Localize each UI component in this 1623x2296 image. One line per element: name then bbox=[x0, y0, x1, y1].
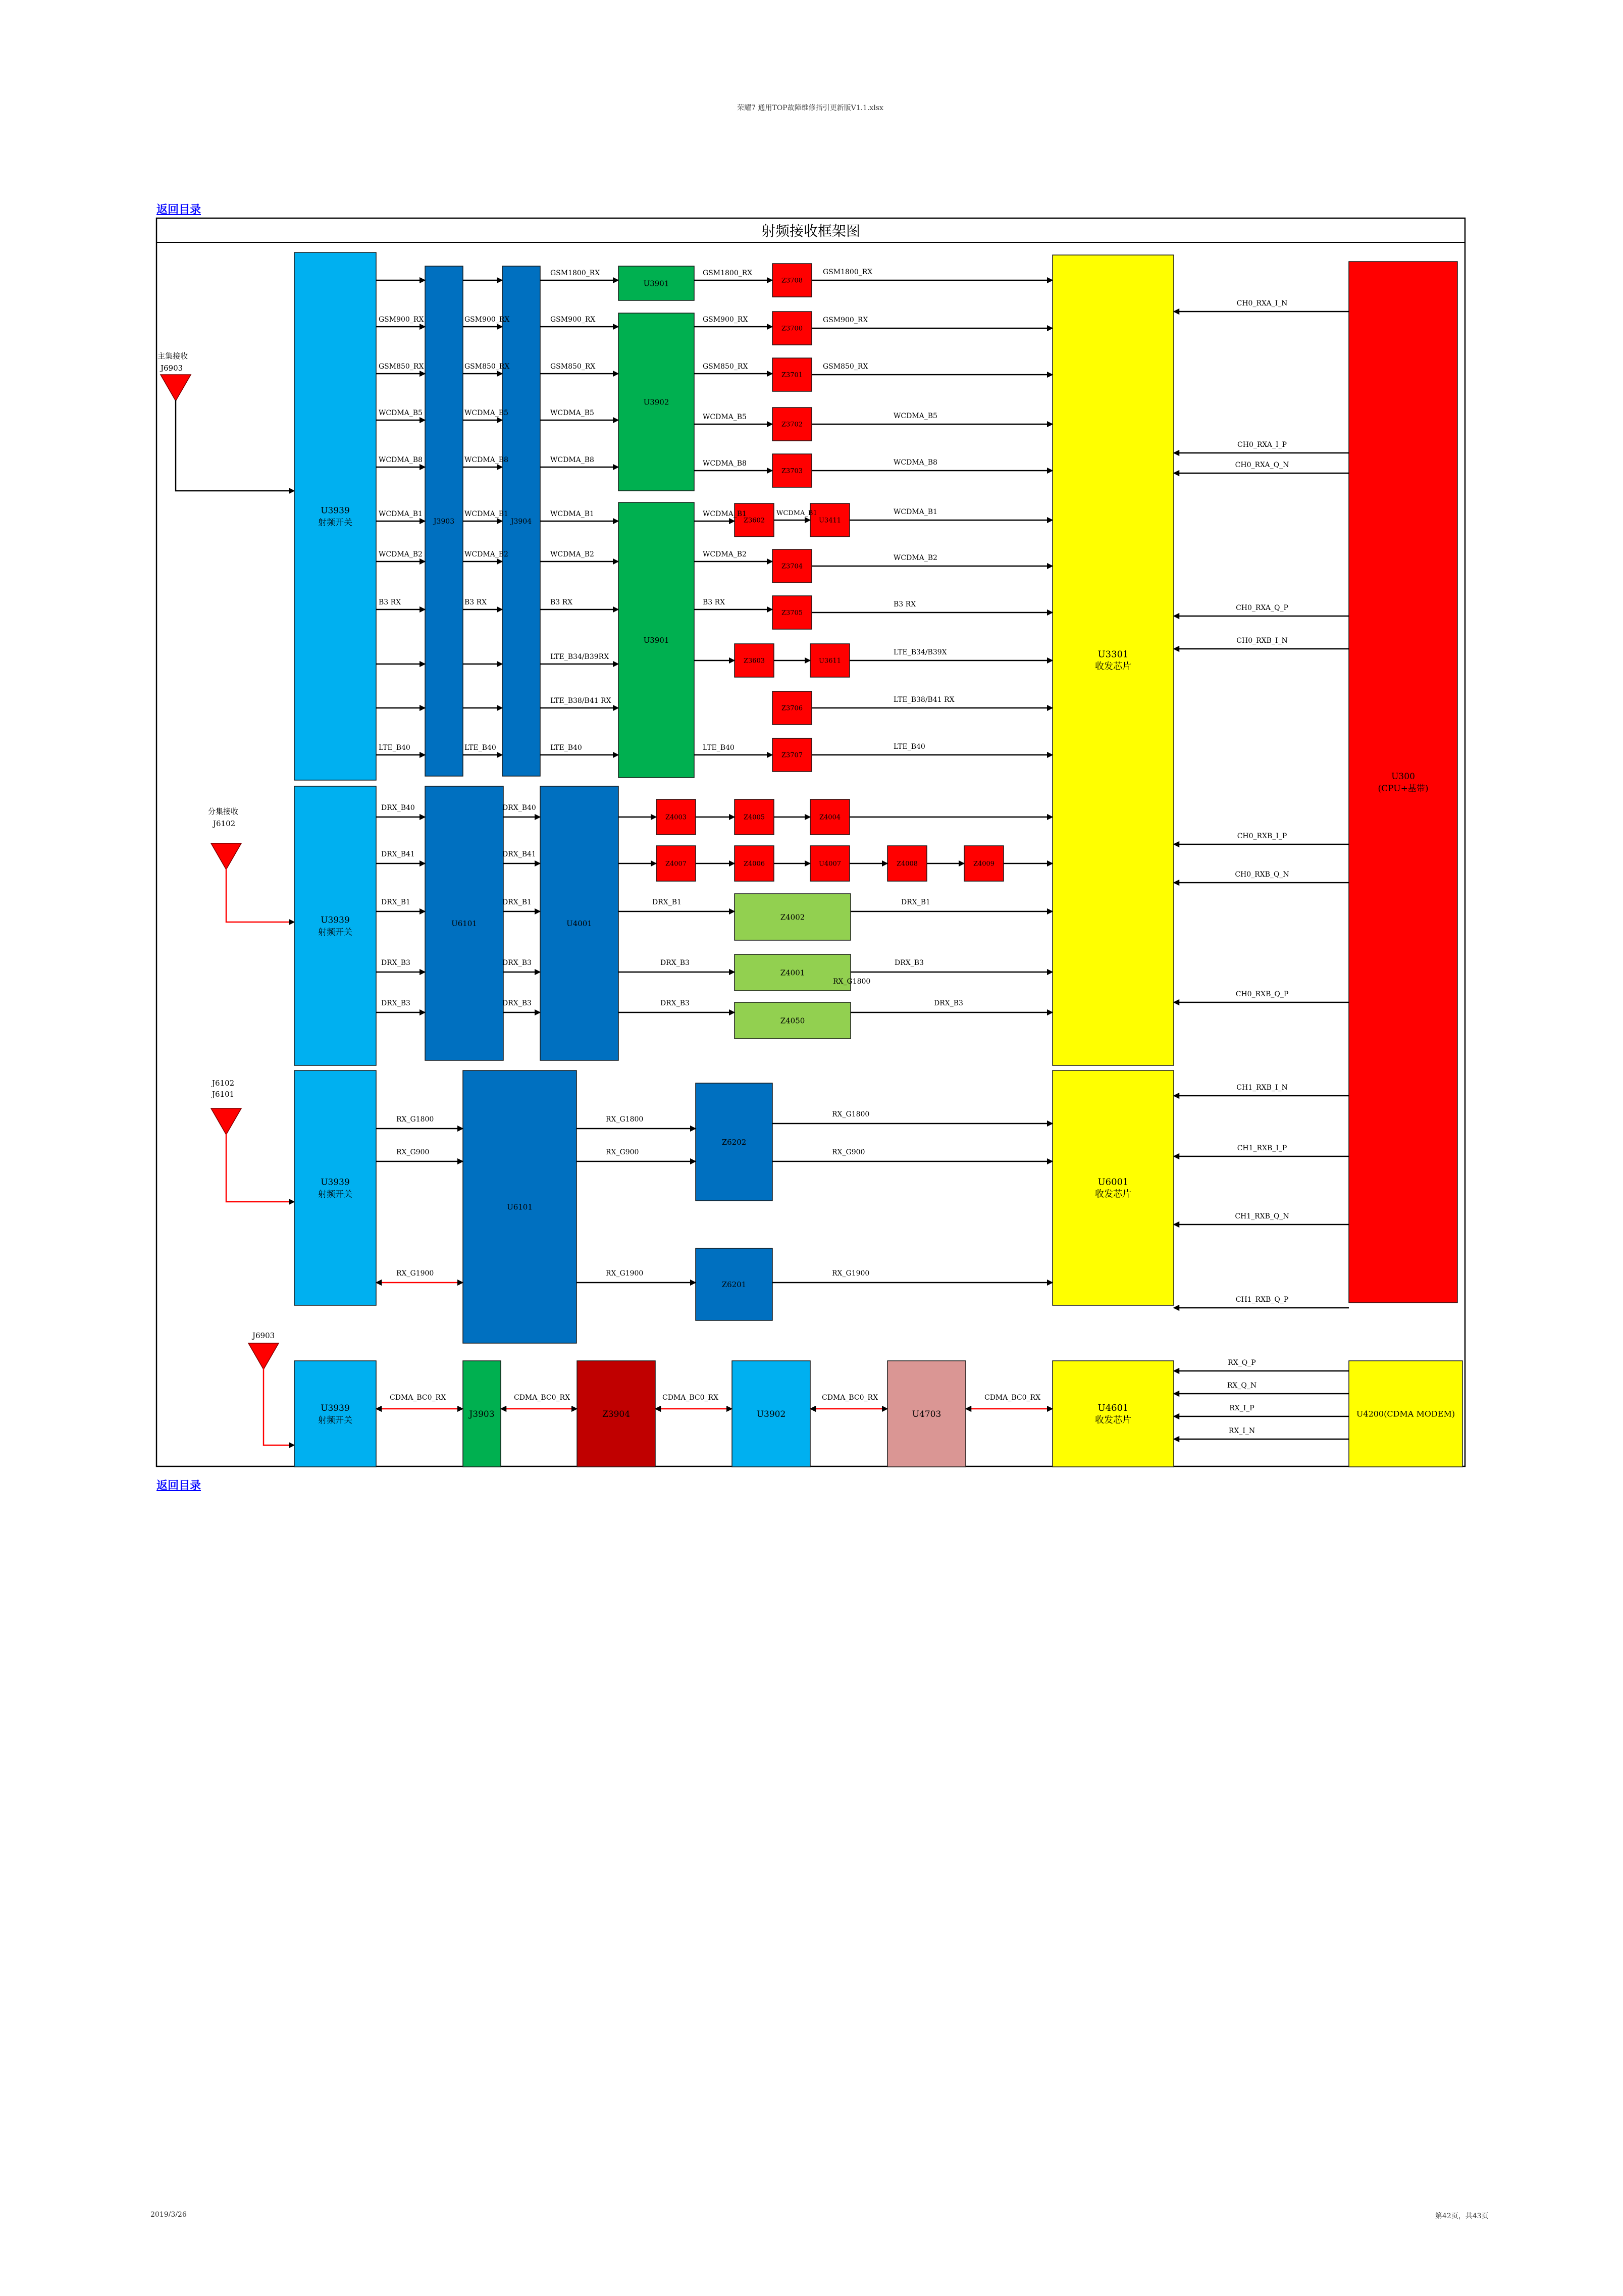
cdma-iq-label-1: RX_Q_N bbox=[1227, 1382, 1257, 1390]
j3903-main-switch-label: J3903 bbox=[433, 517, 455, 526]
cdma-chain-label-0: CDMA_BC0_RX bbox=[390, 1394, 446, 1402]
u3902-label: U3902 bbox=[643, 397, 669, 407]
u6101-label-3: DRX_B3 bbox=[502, 959, 532, 967]
main-final-label-4: WCDMA_B8 bbox=[894, 458, 937, 467]
u39-out-label-7: B3 RX bbox=[703, 598, 725, 606]
ch1-label-0: CH1_RXB_I_N bbox=[1236, 1084, 1288, 1092]
main-final-label-6: WCDMA_B2 bbox=[894, 554, 937, 562]
main-sw-label-6: B3 RX bbox=[379, 598, 401, 606]
filter-z4002-label: Z4002 bbox=[780, 912, 805, 922]
main-sw-label-0: GSM900_RX bbox=[379, 316, 424, 324]
u3939-main-switch-label: U3939 bbox=[321, 505, 350, 516]
div-filter-row1-2-label: Z4004 bbox=[819, 813, 841, 822]
u6101-label-1: DRX_B41 bbox=[502, 850, 536, 858]
j3903-label-3: WCDMA_B8 bbox=[464, 456, 508, 464]
page-header: 荣耀7 通用TOP故障维修指引更新版V1.1.xlsx bbox=[737, 104, 883, 112]
j3904-label-10: LTE_B40 bbox=[550, 744, 582, 752]
u3939-diversity-switch bbox=[294, 786, 376, 1065]
main-filter-3-label: Z3702 bbox=[781, 421, 803, 429]
div-final-label-2: DRX_B3 bbox=[934, 999, 963, 1007]
ch0-label-0: CH0_RXA_I_N bbox=[1236, 299, 1288, 308]
ch0-label-4: CH0_RXB_I_N bbox=[1236, 637, 1288, 645]
u4200-cdma-modem-label: U4200(CDMA MODEM) bbox=[1356, 1409, 1455, 1419]
ch0-label-1: CH0_RXA_I_P bbox=[1237, 441, 1287, 449]
j3904-label-7: B3 RX bbox=[550, 598, 573, 606]
main-filter-0-label: Z3708 bbox=[781, 277, 803, 285]
main-final-label-3: WCDMA_B5 bbox=[894, 412, 937, 420]
u3901-main-label: U3901 bbox=[643, 635, 669, 645]
ch0-label-2: CH0_RXA_Q_N bbox=[1235, 461, 1289, 469]
main-antenna-icon bbox=[161, 375, 191, 401]
j3903-label-4: WCDMA_B1 bbox=[464, 510, 508, 518]
div-filter-row2-3-label: Z4008 bbox=[896, 860, 918, 868]
j3904-label-5: WCDMA_B1 bbox=[550, 510, 594, 518]
div-sw-label-0: DRX_B40 bbox=[381, 804, 415, 812]
ch0-label-7: CH0_RXB_Q_P bbox=[1235, 990, 1289, 998]
j3904-label-8: LTE_B34/B39RX bbox=[550, 653, 609, 661]
main-final-label-5: WCDMA_B1 bbox=[894, 508, 937, 516]
j3904-label-6: WCDMA_B2 bbox=[550, 550, 594, 558]
cdma-antenna-feed bbox=[264, 1368, 294, 1445]
cdma-chain-label-4: CDMA_BC0_RX bbox=[984, 1394, 1041, 1402]
third-sw-label-1: RX_G900 bbox=[396, 1148, 430, 1156]
third-antenna-feed bbox=[226, 1134, 294, 1202]
u6101-label-2: DRX_B1 bbox=[502, 898, 532, 906]
third-final-label-1: RX_G900 bbox=[832, 1148, 865, 1156]
third-antenna-ref1: J6102 bbox=[212, 1079, 235, 1088]
main-final-label-8: LTE_B34/B39X bbox=[894, 648, 947, 656]
u6101-diversity-label: U6101 bbox=[451, 919, 477, 928]
main-sw-label-7: LTE_B40 bbox=[379, 744, 410, 752]
u300-cpu-baseband-sublabel: (CPU+基带) bbox=[1378, 784, 1429, 794]
u39-out-label-0: GSM1800_RX bbox=[703, 269, 753, 277]
div-sw-label-4: DRX_B3 bbox=[381, 999, 410, 1007]
main-sw-label-1: GSM850_RX bbox=[379, 363, 424, 371]
u39-out-label-4: WCDMA_B8 bbox=[703, 460, 747, 468]
div-filter-row2-2-label: U4007 bbox=[818, 860, 842, 868]
ch1-label-1: CH1_RXB_I_P bbox=[1237, 1144, 1287, 1152]
third-antenna-icon bbox=[211, 1108, 241, 1135]
u3939-third-switch-sublabel: 射频开关 bbox=[318, 1189, 352, 1200]
diagram-title: 射频接收框架图 bbox=[761, 223, 861, 239]
filter-z4001-label: Z4001 bbox=[780, 968, 805, 978]
filter-z3904-label: Z3904 bbox=[602, 1409, 631, 1419]
diversity-antenna-ref: J6102 bbox=[213, 819, 236, 828]
j3903-label-5: WCDMA_B2 bbox=[464, 550, 508, 558]
diagram-layer bbox=[156, 218, 1465, 1467]
div-sw-label-2: DRX_B1 bbox=[381, 898, 410, 906]
back-to-contents-link-bottom[interactable]: 返回目录 bbox=[156, 1479, 201, 1492]
j3903-label-2: WCDMA_B5 bbox=[464, 409, 508, 417]
ch1-label-3: CH1_RXB_Q_P bbox=[1235, 1296, 1289, 1304]
u39-out-label-8: LTE_B40 bbox=[703, 744, 735, 752]
main-filter-4-label: Z3703 bbox=[781, 467, 803, 475]
u300-cpu-baseband bbox=[1349, 262, 1457, 1303]
u3901-top-label: U3901 bbox=[643, 279, 669, 288]
u3939-third-switch-label: U3939 bbox=[321, 1177, 350, 1188]
diversity-antenna-icon bbox=[211, 843, 241, 870]
cdma-iq-label-3: RX_I_N bbox=[1228, 1427, 1255, 1435]
u3939-third-switch bbox=[294, 1070, 376, 1305]
u6001-transceiver-sublabel: 收发芯片 bbox=[1095, 1189, 1131, 1200]
main-filter-5-label: Z3704 bbox=[781, 563, 803, 571]
filter-z3603-label: Z3603 bbox=[743, 657, 765, 665]
j3904-switch-label: J3904 bbox=[510, 517, 532, 526]
j3903-cdma-label: J3903 bbox=[469, 1409, 495, 1419]
u3939-diversity-switch-label: U3939 bbox=[321, 915, 350, 926]
main-final-label-7: B3 RX bbox=[894, 600, 916, 608]
u6101-gsm-label-2: RX_G1900 bbox=[606, 1269, 644, 1278]
cdma-chain-label-1: CDMA_BC0_RX bbox=[514, 1394, 570, 1402]
rx-g1800-mid-label: RX_G1800 bbox=[833, 978, 871, 986]
third-sw-label-2: RX_G1900 bbox=[396, 1269, 434, 1278]
div-filter-row2-4-label: Z4009 bbox=[973, 860, 995, 868]
u4001-out-label-1: DRX_B3 bbox=[660, 959, 690, 967]
u4001-out-label-2: DRX_B3 bbox=[660, 999, 690, 1007]
j3903-label-1: GSM850_RX bbox=[464, 363, 510, 371]
u39-out-label-2: GSM850_RX bbox=[703, 363, 748, 371]
u3939-main-switch bbox=[294, 252, 376, 780]
u39-out-label-5: WCDMA_B1 bbox=[703, 510, 747, 518]
u3939-diversity-switch-sublabel: 射频开关 bbox=[318, 927, 352, 938]
u39-out-label-6: WCDMA_B2 bbox=[703, 550, 747, 558]
u4601-transceiver-label: U4601 bbox=[1097, 1403, 1129, 1413]
u3939-cdma-switch-sublabel: 射频开关 bbox=[318, 1415, 352, 1425]
j3904-label-4: WCDMA_B8 bbox=[550, 456, 594, 464]
main-final-label-0: GSM1800_RX bbox=[823, 268, 873, 276]
div-sw-label-3: DRX_B3 bbox=[381, 959, 410, 967]
j3904-label-0: GSM1800_RX bbox=[550, 269, 600, 277]
u4001-diversity-label: U4001 bbox=[566, 919, 592, 928]
ch1-label-2: CH1_RXB_Q_N bbox=[1235, 1212, 1289, 1220]
filter-u3411-label: U3411 bbox=[818, 517, 842, 525]
page-date: 2019/3/26 bbox=[150, 2211, 187, 2219]
u6101-label-4: DRX_B3 bbox=[502, 999, 532, 1007]
u6101-gsm-label-1: RX_G900 bbox=[606, 1148, 639, 1156]
j3903-label-0: GSM900_RX bbox=[464, 316, 510, 324]
main-sw-label-5: WCDMA_B2 bbox=[379, 550, 423, 558]
main-final-label-2: GSM850_RX bbox=[823, 363, 868, 371]
u3939-cdma-switch bbox=[294, 1361, 376, 1467]
div-filter-row1-1-label: Z4005 bbox=[743, 813, 765, 822]
filter-z6201-label: Z6201 bbox=[721, 1280, 747, 1289]
main-filter-8-label: Z3707 bbox=[781, 751, 803, 759]
cdma-antenna-ref: J6903 bbox=[252, 1331, 275, 1340]
u3301-transceiver-sublabel: 收发芯片 bbox=[1095, 661, 1131, 672]
u3301-transceiver-label: U3301 bbox=[1097, 649, 1129, 660]
main-antenna-title: 主集接收 bbox=[158, 351, 188, 361]
main-final-label-10: LTE_B40 bbox=[894, 743, 925, 751]
cdma-chain-label-2: CDMA_BC0_RX bbox=[662, 1394, 719, 1402]
main-sw-label-2: WCDMA_B5 bbox=[379, 409, 423, 417]
div-filter-row2-0-label: Z4007 bbox=[665, 860, 687, 868]
wcdma-b1-mid-label: WCDMA_B1 bbox=[776, 509, 817, 517]
main-filter-6-label: Z3705 bbox=[781, 609, 803, 617]
filter-z4050-label: Z4050 bbox=[780, 1016, 805, 1026]
u4001-out-label-0: DRX_B1 bbox=[652, 898, 682, 906]
back-to-contents-link[interactable]: 返回目录 bbox=[156, 203, 201, 216]
u300-cpu-baseband-label: U300 bbox=[1391, 772, 1415, 782]
filter-z6202-label: Z6202 bbox=[721, 1137, 747, 1147]
u4703-cdma-label: U4703 bbox=[912, 1409, 941, 1419]
diversity-antenna-feed bbox=[226, 869, 294, 922]
page-number: 第42页，共43页 bbox=[1435, 2212, 1489, 2220]
u3902-cdma-label: U3902 bbox=[756, 1409, 786, 1419]
j3903-label-7: LTE_B40 bbox=[464, 744, 496, 752]
j3904-label-1: GSM900_RX bbox=[550, 316, 596, 324]
third-final-label-2: RX_G1900 bbox=[832, 1269, 870, 1278]
main-filter-1-label: Z3700 bbox=[781, 325, 803, 333]
main-filter-2-label: Z3701 bbox=[781, 371, 803, 379]
cdma-antenna-icon bbox=[248, 1343, 279, 1369]
cdma-iq-label-0: RX_Q_P bbox=[1228, 1359, 1256, 1367]
j3903-label-6: B3 RX bbox=[464, 598, 487, 606]
cdma-iq-label-2: RX_I_P bbox=[1229, 1404, 1254, 1412]
main-final-label-9: LTE_B38/B41 RX bbox=[894, 696, 955, 704]
filter-u3611-label: U3611 bbox=[818, 657, 842, 665]
j3904-label-2: GSM850_RX bbox=[550, 363, 596, 371]
div-final-label-0: DRX_B1 bbox=[901, 898, 930, 906]
u39-out-label-3: WCDMA_B5 bbox=[703, 413, 747, 421]
u6101-gsm-label: U6101 bbox=[507, 1202, 533, 1212]
div-final-label-1: DRX_B3 bbox=[895, 959, 924, 967]
ch0-label-6: CH0_RXB_Q_N bbox=[1235, 871, 1289, 879]
u3939-main-switch-sublabel: 射频开关 bbox=[318, 518, 352, 528]
third-final-label-0: RX_G1800 bbox=[832, 1110, 870, 1118]
diversity-antenna-title: 分集接收 bbox=[208, 807, 239, 816]
div-sw-label-1: DRX_B41 bbox=[381, 850, 415, 858]
u4601-transceiver bbox=[1053, 1361, 1174, 1467]
u6101-gsm-label-0: RX_G1800 bbox=[606, 1115, 644, 1124]
u3939-cdma-switch-label: U3939 bbox=[321, 1403, 350, 1413]
div-filter-row1-0-label: Z4003 bbox=[665, 813, 687, 822]
main-sw-label-3: WCDMA_B8 bbox=[379, 456, 423, 464]
u4601-transceiver-sublabel: 收发芯片 bbox=[1095, 1415, 1131, 1425]
main-antenna-feed bbox=[176, 400, 294, 491]
u3301-transceiver bbox=[1053, 255, 1174, 1065]
main-filter-7-label: Z3706 bbox=[781, 704, 803, 712]
third-sw-label-0: RX_G1800 bbox=[396, 1115, 434, 1124]
u6101-label-0: DRX_B40 bbox=[502, 804, 536, 812]
main-final-label-1: GSM900_RX bbox=[823, 316, 868, 324]
ch0-label-5: CH0_RXB_I_P bbox=[1237, 832, 1287, 840]
main-antenna-ref: J6903 bbox=[161, 364, 183, 373]
j3904-label-3: WCDMA_B5 bbox=[550, 409, 594, 417]
j3904-label-9: LTE_B38/B41 RX bbox=[550, 697, 611, 705]
main-sw-label-4: WCDMA_B1 bbox=[379, 510, 423, 518]
filter-z3602-label: Z3602 bbox=[743, 517, 765, 525]
u6001-transceiver bbox=[1053, 1070, 1174, 1305]
u6001-transceiver-label: U6001 bbox=[1097, 1177, 1129, 1188]
div-filter-row2-1-label: Z4006 bbox=[743, 860, 765, 868]
cdma-chain-label-3: CDMA_BC0_RX bbox=[822, 1394, 878, 1402]
third-antenna-ref2: J6101 bbox=[212, 1090, 235, 1099]
ch0-label-3: CH0_RXA_Q_P bbox=[1236, 604, 1288, 612]
u39-out-label-1: GSM900_RX bbox=[703, 316, 748, 324]
